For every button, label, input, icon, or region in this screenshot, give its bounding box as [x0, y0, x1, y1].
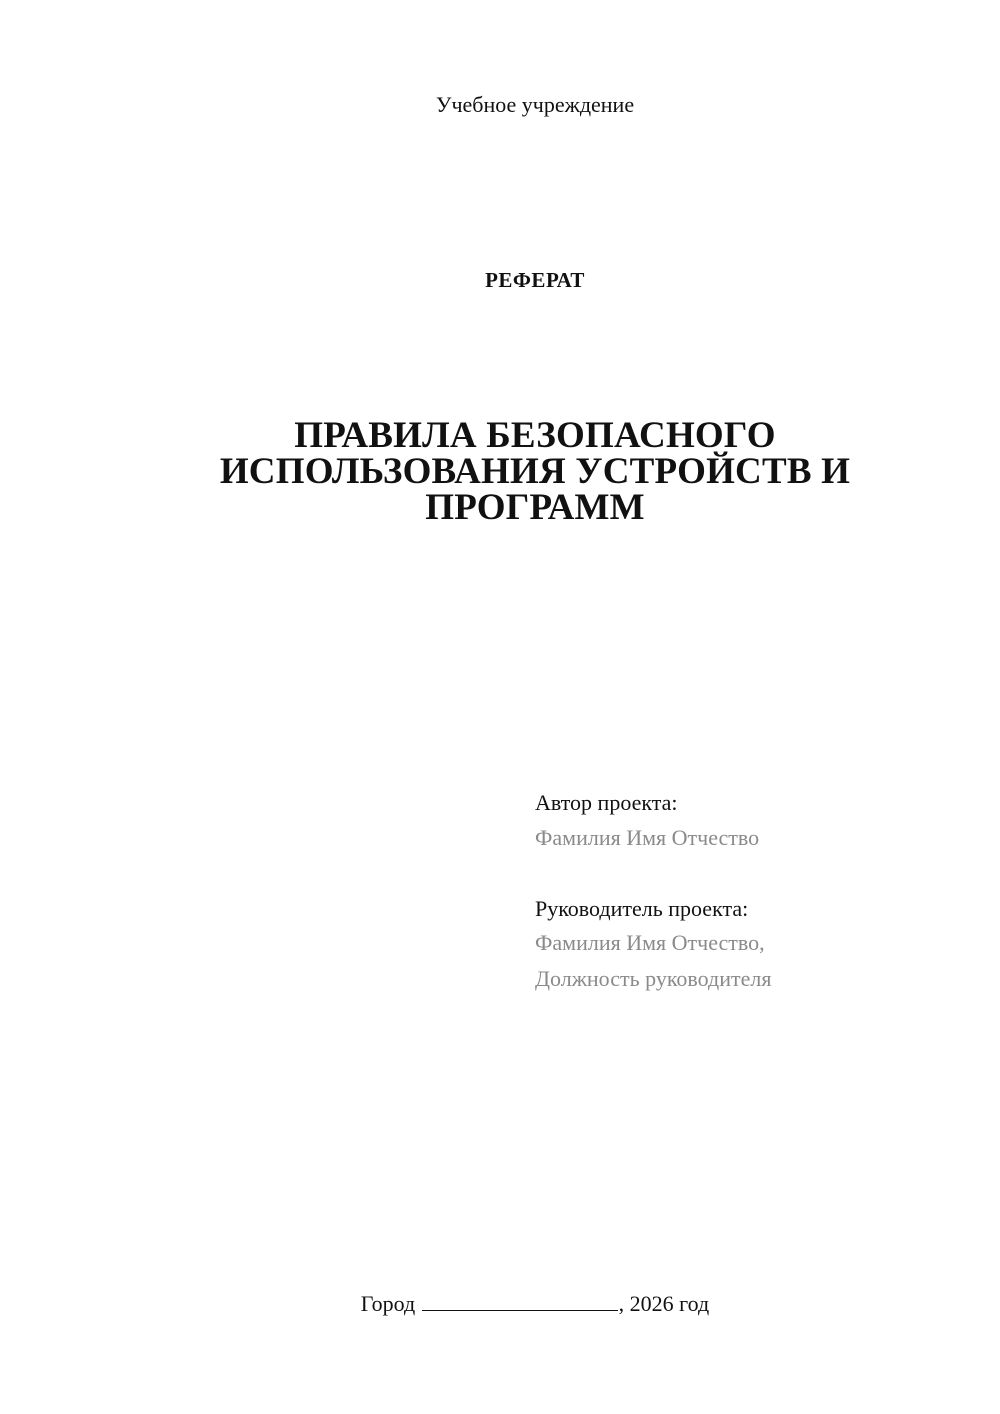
author-name: Фамилия Имя Отчество: [535, 825, 760, 850]
supervisor-label: Руководитель проекта:: [535, 896, 749, 921]
supervisor-position: Должность руководителя: [535, 966, 772, 991]
document-title-line: ПРАВИЛА БЕЗОПАСНОГО: [294, 415, 776, 456]
city-label: Город: [360, 1291, 416, 1316]
year-text: , 2026 год: [618, 1291, 710, 1316]
city-year-line: [70, 1290, 1000, 1317]
author-label: Автор проекта:: [535, 790, 678, 815]
document-title-line: ПРОГРАММ: [425, 487, 645, 528]
document-type: РЕФЕРАТ: [485, 268, 585, 292]
supervisor-name: Фамилия Имя Отчество,: [535, 930, 765, 955]
city-blank-line: [422, 1290, 618, 1311]
document-title: [70, 415, 1000, 528]
document-title-line: ИСПОЛЬЗОВАНИЯ УСТРОЙСТВ И: [219, 451, 851, 492]
institution-name: Учебное учреждение: [435, 92, 635, 117]
